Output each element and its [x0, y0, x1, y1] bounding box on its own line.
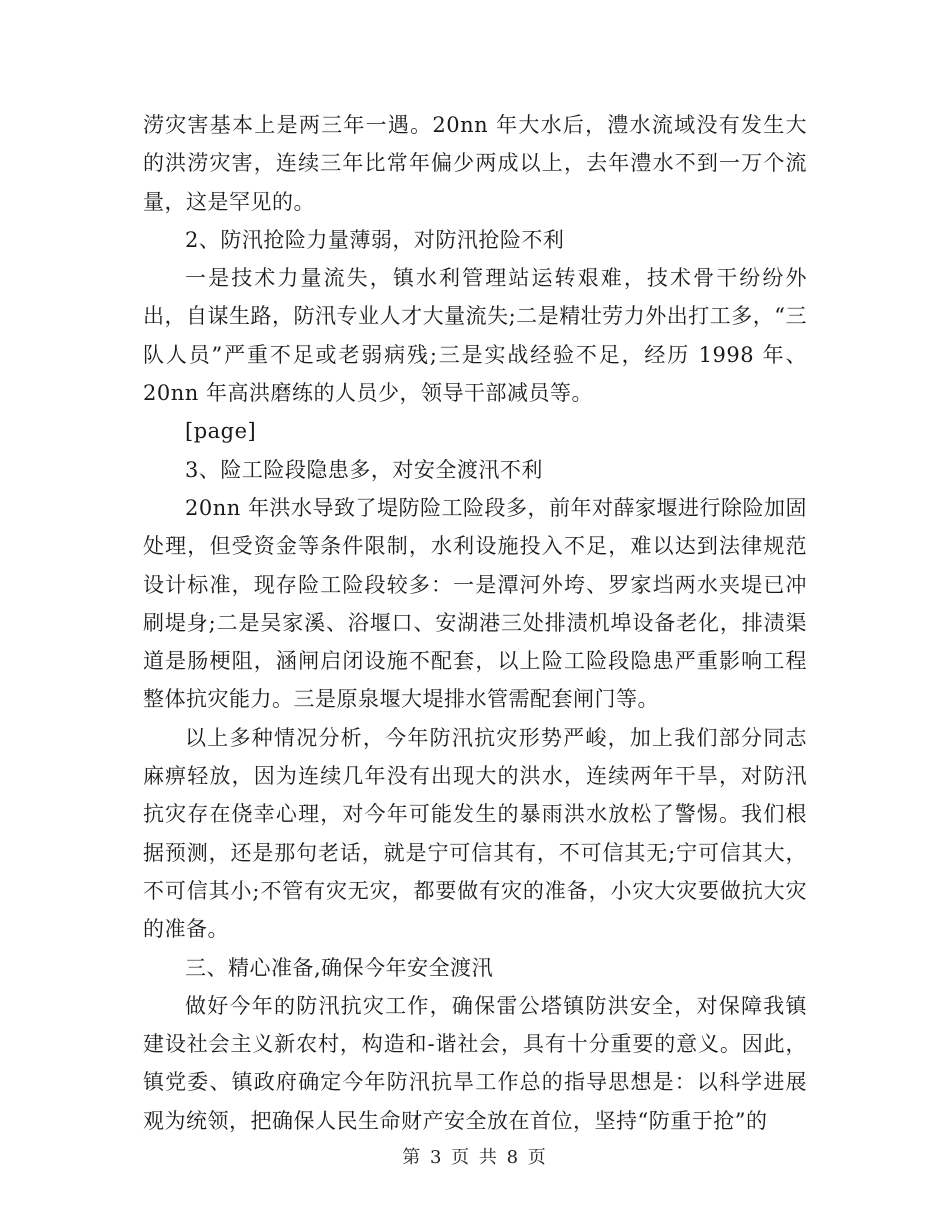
- paragraph-3: 一是技术力量流失，镇水利管理站运转艰难，技术骨干纷纷外出，自谋生路，防汛专业人才大量流失;二是精壮劳力外出打工多，“三队人员”严重不足或老弱病残;三是实战经验不足，经历 1998 年、20nn 年高洪磨练的人员少，领导干部减员等。: [143, 266, 807, 406]
- paragraph-6: 20nn 年洪水导致了堤防险工险段多，前年对薛家堰进行除险加固处理，但受资金等条件限制，水利设施投入不足，难以达到法律规范设计标准，现存险工险段较多：一是潭河外垮、罗家垱两水夹堤已冲刷堤身;二是吴家溪、浴堰口、安湖港三处排渍机埠设备老化，排渍渠道是肠梗阻，涵闸启闭设施不配套，以上险工险段隐患严重影响工程整体抗灾能力。三是原泉堰大堤排水管需配套闸门等。: [143, 495, 807, 712]
- paragraph-7: 以上多种情况分析，今年防汛抗灾形势严峻，加上我们部分同志麻痹轻放，因为连续几年没有出现大的洪水，连续两年干旱，对防汛抗灾存在侥幸心理，对今年可能发生的暴雨洪水放松了警惕。我们根据预测，还是那句老话，就是宁可信其有，不可信其无;宁可信其大，不可信其小;不管有灾无灾，都要做有灾的准备，小灾大灾要做抗大灾的准备。: [143, 725, 807, 942]
- paragraph-1: 涝灾害基本上是两三年一遇。20nn 年大水后，澧水流域没有发生大的洪涝灾害，连续三年比常年偏少两成以上，去年澧水不到一万个流量，这是罕见的。: [143, 113, 807, 214]
- heading-3-hazard-sections: 3、险工险段隐患多，对安全渡汛不利: [185, 457, 543, 482]
- heading-2-rescue-force: 2、防汛抢险力量薄弱，对防汛抢险不利: [185, 227, 565, 252]
- document-body: [143, 106, 807, 1140]
- page-number-footer: 第 3 页 共 8 页: [402, 1147, 548, 1168]
- section-heading-three: 三、精心准备,确保今年安全渡汛: [185, 955, 494, 980]
- paragraph-9: 做好今年的防汛抗灾工作，确保雷公塔镇防洪安全，对保障我镇建设社会主义新农村，构造和-谐社会，具有十分重要的意义。因此，镇党委、镇政府确定今年防汛抗旱工作总的指导思想是：以科学进展观为统领，把确保人民生命财产安全放在首位，坚持“防重于抢”的: [143, 993, 807, 1133]
- page-marker: [page]: [185, 419, 257, 444]
